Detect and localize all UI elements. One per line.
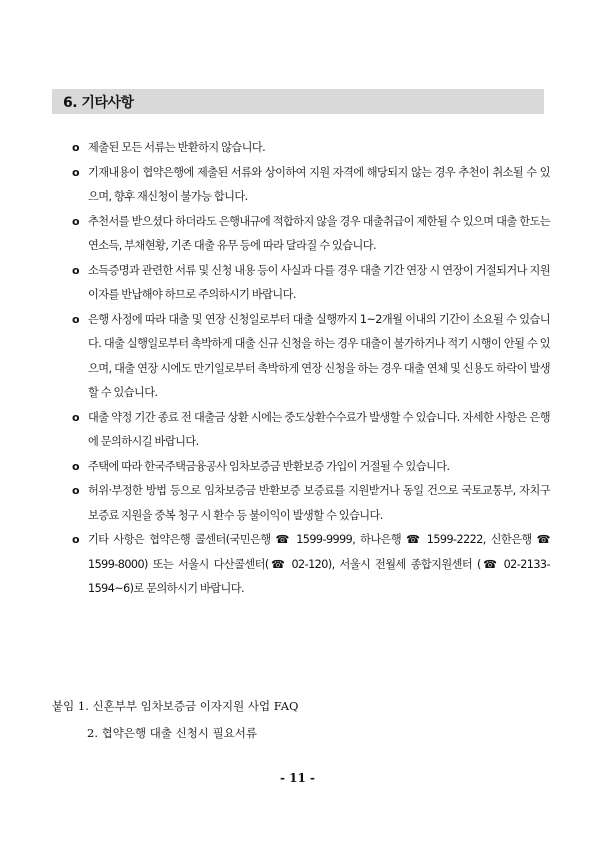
list-item-text: 주택에 따라 한국주택금융공사 임차보증금 반환보증 가입이 거절될 수 있습니다. <box>88 459 450 473</box>
list-item <box>72 136 550 161</box>
list-item <box>72 406 550 455</box>
attachment-label: 붙임 <box>52 699 75 713</box>
attachment-line-1 <box>52 693 298 720</box>
bullet-icon: ο <box>72 263 80 277</box>
list-item <box>72 528 550 602</box>
list-item <box>72 308 550 406</box>
attachment-item-2: 2. 협약은행 대출 신청시 필요서류 <box>87 726 258 740</box>
bullet-icon: ο <box>72 459 80 473</box>
attachment-item-1: 1. 신혼부부 임차보증금 이자지원 사업 FAQ <box>77 699 299 713</box>
bullet-icon: ο <box>72 533 80 546</box>
list-item <box>72 479 550 528</box>
list-item-text: 제출된 모든 서류는 반환하지 않습니다. <box>88 141 266 154</box>
list-item <box>72 259 550 308</box>
list-item-text: 은행 사정에 따라 대출 및 연장 신청일로부터 대출 실행까지 1~2개월 이내의 기간이 소요될 수 있습니다. 대출 실행일로부터 촉박하게 대출 신규 신청을 하는 경우 대출이 불가하거나 적기 시행이 안될 수 있으며, 대출 연장 시에도 만기일로부터 촉박하게 연장 신청을 하는 경우 대출 연체 및 신용도 하락이 발생할 수 있습니다. <box>88 312 550 399</box>
list-item <box>72 210 550 259</box>
list-item <box>72 161 550 210</box>
notice-list <box>72 136 550 602</box>
attachments <box>52 693 298 747</box>
list-item-text: 기타 사항은 협약은행 콜센터(국민은행 ☎ 1599-9999, 하나은행 ☎ 1599-2222, 신한은행 ☎ 1599-8000) 또는 서울시 다산콜센터(☎ 02-120), 서울시 전월세 종합지원센터 (☎ 02-2133-1594~6)로 문의하시기 바랍니다. <box>88 533 550 595</box>
page-number: - 11 - <box>279 771 315 785</box>
bullet-icon: ο <box>72 484 80 497</box>
bullet-icon: ο <box>72 165 80 179</box>
bullet-icon: ο <box>72 141 80 154</box>
list-item-text: 추천서를 받으셨다 하더라도 은행내규에 적합하지 않을 경우 대출취급이 제한될 수 있으며 대출 한도는 연소득, 부채현황, 기존 대출 유무 등에 따라 달라질 수 있습니다. <box>88 214 550 252</box>
bullet-icon: ο <box>72 214 80 228</box>
list-item <box>72 455 550 480</box>
section-title: 6. 기타사항 <box>63 95 134 111</box>
list-item-text: 허위·부정한 방법 등으로 임차보증금 반환보증 보증료를 지원받거나 동일 건으로 국토교통부, 자치구 보증료 지원을 중복 청구 시 환수 등 불이익이 발생할 수 있습니다. <box>88 484 550 522</box>
list-item-text: 소득증명과 관련한 서류 및 신청 내용 등이 사실과 다를 경우 대출 기간 연장 시 연장이 거절되거나 지원 이자를 반납해야 하므로 주의하시기 바랍니다. <box>88 263 550 301</box>
list-item-text: 기재내용이 협약은행에 제출된 서류와 상이하여 지원 자격에 해당되지 않는 경우 추천이 취소될 수 있으며, 향후 재신청이 불가능 합니다. <box>88 165 550 203</box>
list-item-text: 대출 약정 기간 종료 전 대출금 상환 시에는 중도상환수수료가 발생할 수 있습니다. 자세한 사항은 은행에 문의하시길 바랍니다. <box>88 410 550 448</box>
section-header <box>52 89 544 114</box>
bullet-icon: ο <box>72 312 80 326</box>
bullet-icon: ο <box>72 410 80 424</box>
